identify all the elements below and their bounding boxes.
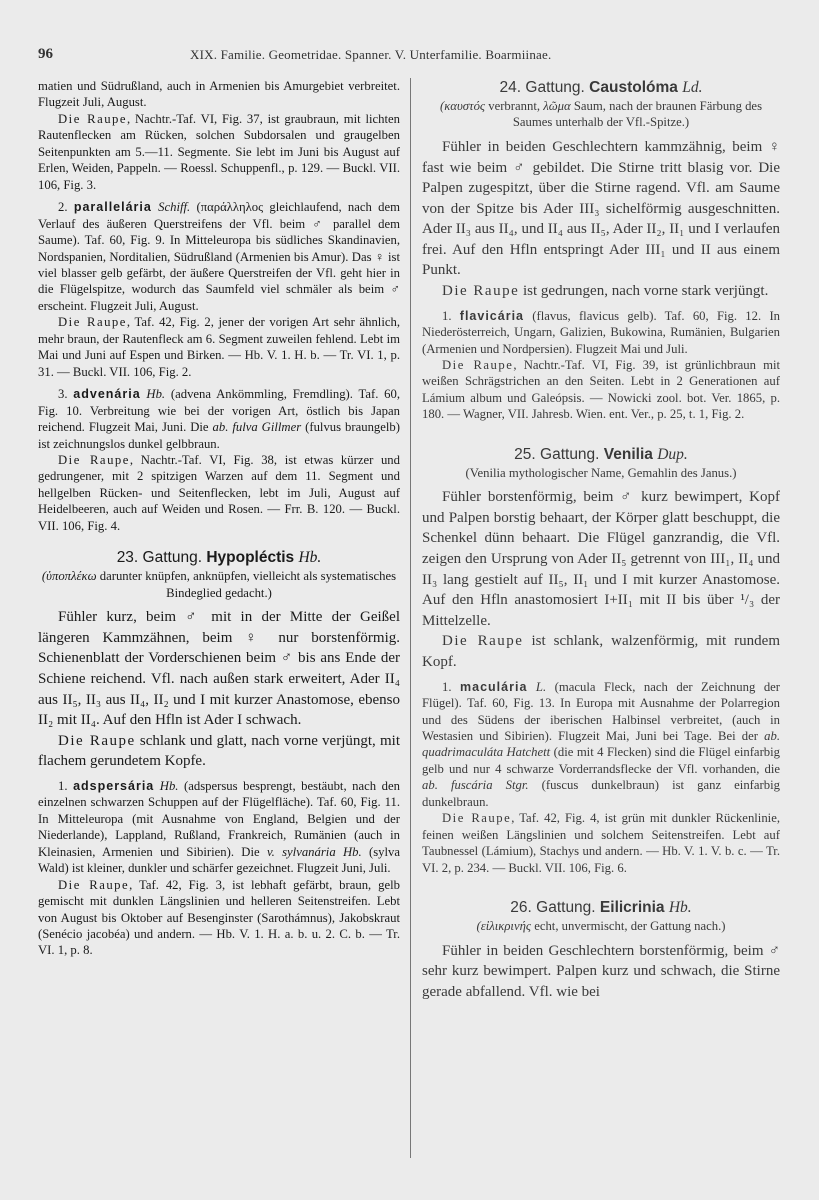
page-number: 96 xyxy=(38,46,53,62)
paragraph: Die Raupe, Nachtr.-Taf. VI, Fig. 38, ist etwas kürzer und gedrungener, mit 2 spitzigen Warzen auf dem 11. Segment und hellgelben Rücken- und Seitenflecken, lebt im Juli, August auf Heidelbeeren, auch auf Weiden und Rosen. — Frr. B. 120. — Buckl. VII. 106, Fig. 4. xyxy=(38,452,400,533)
genus-heading: 26. Gattung. Eilicrinia Hb. xyxy=(510,899,692,917)
left-column xyxy=(38,78,400,959)
species-name: maculária xyxy=(460,679,528,694)
species-entry: 2. parallelária Schiff. (παράλληλος gleichlaufend, nach dem Verlauf des äußeren Querstreifens der Vfl. beim ♂ parallel dem Saume). Taf. 60, Fig. 9. In Mitteleuropa bis südliches Skandinavien, Nordspanien, Norditalien, Südrußland (Armenien bis Amur). Das ♀ ist viel blasser gelb gefärbt, der äußere Querstreifen der Vfl. geht hier in die Flügelspitze, wodurch das Saumfeld viel schmäler als beim ♂ erscheint. Flugzeit Juli, August. xyxy=(38,200,400,313)
species-entry: 1. maculária L. (macula Fleck, nach der Zeichnung der Flügel). Taf. 60, Fig. 13. In Europa mit Ausnahme der Polarregion und des Südens der iberischen Halbinsel verbreitet, (auch in Westasien und Sibirien). Flugzeit Mai, Juni bei Tage. Bei der ab. quadrimaculáta Hatchett (die mit 4 Flecken) sind die Flügel einfarbig gelb und nur 4 schwarze Vorderrandsflecke der Vfl. vorhanden, die ab. fuscária Stgr. (fuscus dunkelbraun) ist ganz einfarbig dunkelbraun. xyxy=(422,679,781,809)
genus-heading: 24. Gattung. Caustolóma Ld. xyxy=(499,79,703,96)
right-column xyxy=(422,78,780,1002)
species-entry: 3. advenária Hb. (advena Ankömmling, Fremdling). Taf. 60, Fig. 10. Verbreitung wie bei der vorigen Art, östlich bis Japan reichend. Flugzeit Mai, Juni. Die ab. fulva Gillmer (fulvus braungelb) ist zeichnungslos dunkel gelbbraun. xyxy=(38,387,400,451)
genus-description: Die Raupe ist gedrungen, nach vorne stark verjüngt. xyxy=(442,283,769,300)
genus-description: Die Raupe schlank und glatt, nach vorne verjüngt, mit flachem gerundetem Kopfe. xyxy=(38,732,400,770)
paragraph: Die Raupe, Nachtr.-Taf. VI, Fig. 39, ist grünlichbraun mit weißen Schrägstrichen an den Seiten. Lebt in 2 Generationen auf Lámium album und Galeópsis. — Nowicki zool. bot. Ver. 1865, p. 180. — Wagner, VII. Jahresb. Wien. ent. Ver., p. 25, t. 1, Fig. 2. xyxy=(422,358,780,422)
species-entry: 1. flavicária (flavus, flavicus gelb). Taf. 60, Fig. 12. In Niederösterreich, Ungarn, Galizien, Bukowina, Rumänien, Bulgarien (Armenien und Nordpersien). Flugzeit Mai und Juli. xyxy=(422,308,781,356)
genus-heading: 25. Gattung. Venilia Dup. xyxy=(514,445,688,463)
column-divider xyxy=(410,78,411,1158)
species-name: advenária xyxy=(73,387,141,402)
species-name: parallelária xyxy=(73,200,152,215)
genus-description: Fühler in beiden Geschlechtern borstenförmig, beim ♂ sehr kurz bewimpert. Palpen kurz und schwach, die Stirne gerade abfallend. Vfl. wie bei xyxy=(422,942,780,1000)
etymology: (ὑποπλέκω darunter knüpfen, anknüpfen, vielleicht als systematisches Bindeglied gedacht.) xyxy=(41,569,397,600)
species-name: flavicária xyxy=(459,308,525,323)
etymology: (εἰλικρινής echt, unvermischt, der Gattung nach.) xyxy=(476,919,726,934)
paragraph: Die Raupe, Taf. 42, Fig. 4, ist grün mit dunkler Rückenlinie, feinen weißen Längslinien und solchem Seitenstreifen. Lebt auf Taubnessel (Lámium), Stachys und andern. — Hb. V. 1. V. b. c. — Tr. VI. 2, p. 234. — Buckl. VII. 106, Fig. 6. xyxy=(422,811,781,875)
species-entry: 1. adspersária Hb. (adspersus besprengt, bestäubt, nach den einzelnen schwarzen Schuppen auf der Flügelfläche). Taf. 60, Fig. 11. In Mitteleuropa (mit Ausnahme von England, Belgien und der Niederlande), Lappland, Rußland, Frankreich, Rumänien (auch in Kleinasien, Armenien und Sibirien). Die v. sylvanária Hb. (sylva Wald) ist kleiner, dunkler und schärfer gezeichnet. Flugzeit Juni, Juli. xyxy=(38,778,400,876)
etymology: (Venilia mythologischer Name, Gemahlin des Janus.) xyxy=(465,465,737,480)
genus-description: Fühler borstenförmig, beim ♂ kurz bewimpert, Kopf und Palpen borstig behaart, der Körper glatt beschuppt, die Schenkel dünn behaart. Die Flügel ganzrandig, die Vfl. zeigen den Ursprung von Ader II₅ getrennt von III₁, II₄ und II₃ lang gestielt auf II₅, II₁ und I mit kurzer Anastomose. Auf den Hfln anastomosiert I+II₁ mit II bis über ¹/₃ der Mittelzelle. xyxy=(422,489,780,629)
etymology: (καυστός verbrannt, λῶμα Saum, nach der braunen Färbung des Saumes unterhalb der Vfl.-Spitze.) xyxy=(439,99,763,130)
running-head: XIX. Familie. Geometridae. Spanner. V. Unterfamilie. Boarmiinae. xyxy=(190,47,552,62)
genus-heading: 23. Gattung. Hypopléctis Hb. xyxy=(116,549,322,567)
running-header xyxy=(38,46,783,70)
species-name: adspersária xyxy=(73,778,155,793)
paragraph: matien und Südrußland, auch in Armenien bis Amurgebiet verbreitet. Flugzeit Juli, August. xyxy=(38,79,400,110)
paragraph: Die Raupe, Taf. 42, Fig. 2, jener der vorigen Art sehr ähnlich, mehr braun, der Rautenfleck am 6. Segment zuweilen fehlend. Lebt im Mai und Juni auf Espen und Birken. — Hb. V. 1. H. b. — Tr. VI. 1, p. 31. — Buckl. VII. 106, Fig. 2. xyxy=(38,315,401,379)
paragraph: Die Raupe, Nachtr.-Taf. VI, Fig. 37, ist graubraun, mit lichten Rautenflecken am Rücken, solchen Subdorsalen und graugelben Seitenpunkten am 5.—11. Segmente. Sie lebt im Juni bis August auf Erlen, Weiden, Pappeln. — Roessl. Schuppenfl., p. 129. — Buckl. VII. 106, Fig. 3. xyxy=(38,111,400,192)
genus-description: Fühler kurz, beim ♂ mit in der Mitte der Geißel längeren Kammzähnen, beim ♀ nur borstenförmig. Schienenblatt der Vorderschienen beim ♂ bis ans Ende der Schiene reichend. Vfl. nach außen stark erweitert, Ader II₄ aus II₅, II₃ aus II₄, II₂ und I mit kurzer Anastomose, ebenso II₂ mit II₄. Auf den Hfln ist Ader I schwach. xyxy=(38,609,400,729)
paragraph: Die Raupe, Taf. 42, Fig. 3, ist lebhaft gefärbt, braun, gelb gemischt mit dunklen Längslinien und helleren Seitenstreifen. Lebt von August bis Oktober auf Besenginster (Sarothámnus), Jakobskraut (Senécio jacobéa) und andern. — Hb. V. 1. H. a. b. u. 2. C. b. — Tr. VI. 1, p. 8. xyxy=(38,877,400,958)
genus-description: Fühler in beiden Geschlechtern kammzähnig, beim ♀ fast wie beim ♂ gebildet. Die Stirne tritt blasig vor. Die Palpen zugespitzt, über die Stirne ragend. Vfl. am Saume von der Spitze bis Ader III₃ sichelförmig ausgeschnitten. Ader II₃ aus II₄, und II₄ aus II₅, Ader II₂, II₁ und I verlaufen frei. Auf den Hfln entspringt Ader III₁ und II aus einem Punkt. xyxy=(422,138,780,279)
genus-description: Die Raupe ist schlank, walzenförmig, mit rundem Kopf. xyxy=(422,633,780,671)
